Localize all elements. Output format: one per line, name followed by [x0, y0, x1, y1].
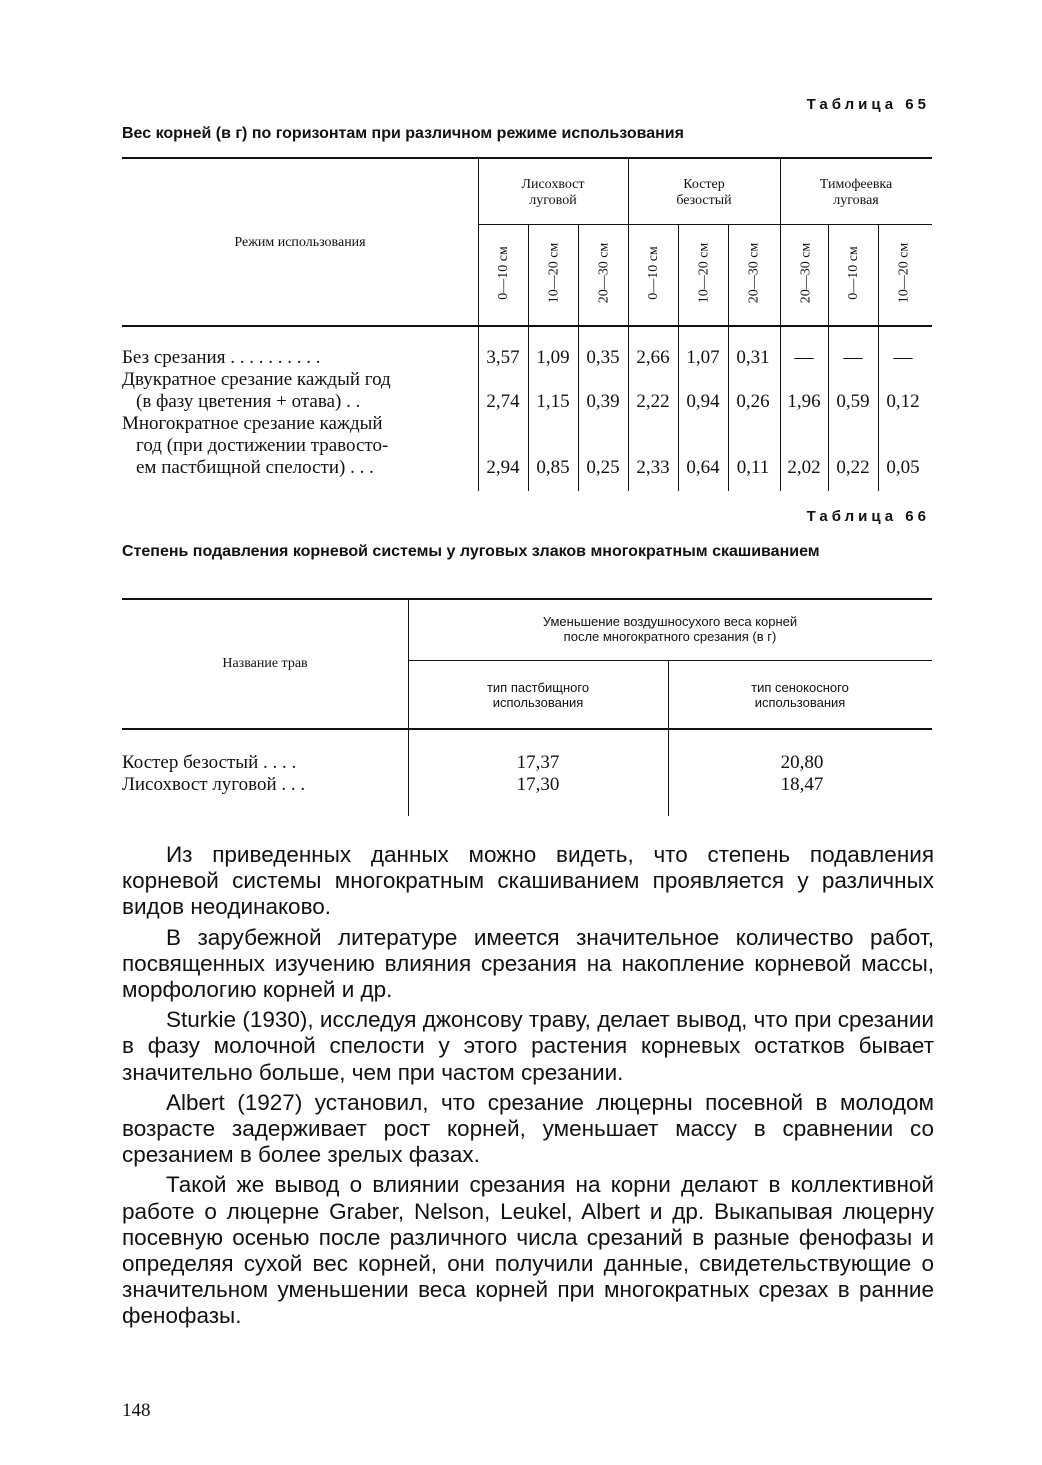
table-cell: 0,26: [736, 391, 770, 412]
col-header-pasture: тип пастбищного использования: [486, 680, 590, 710]
table-cell: 0,25: [586, 457, 620, 478]
paragraph: Sturkie (1930), исследуя джонсову траву, делает вывод, что при срезании в фазу молочной спелости у этого растения корневых остатков бывает значительно больше, чем при частом срезании.: [122, 1007, 934, 1085]
table-cell: 0,39: [586, 391, 620, 412]
table-cell: 17,37: [516, 752, 560, 773]
table-65: [122, 157, 932, 492]
table-cell: 1,07: [686, 347, 720, 368]
subheader-depth: 20—30 см: [798, 242, 814, 304]
table-cell: 1,15: [536, 391, 570, 412]
table-cell: —: [893, 347, 913, 368]
table-row-label: Без срезания . . . . . . . . . .: [122, 347, 321, 368]
group-header-timofeevka: Тимофеевка луговая: [819, 177, 893, 208]
name-header: Название трав: [222, 656, 308, 671]
table-cell: 20,80: [780, 752, 824, 773]
table-cell: 0,12: [886, 391, 920, 412]
paragraph: Такой же вывод о влиянии срезания на корни делают в коллективной работе о люцерне Graber, Nelson, Leukel, Albert и др. Выкапывая люцерну посевную осенью после различного числа срезаний в разные фенофазы и определяя сухой вес корней, они получили данные, свидетельствующие о значительном уменьшении веса корней при многократных срезах в ранние фенофазы.: [122, 1172, 934, 1329]
table-65-label: Таблица 65: [806, 96, 930, 113]
subheader-depth: 10—20 см: [696, 242, 712, 304]
subheader-depth: 20—30 см: [746, 242, 762, 304]
subheader-depth: 0—10 см: [846, 246, 862, 300]
table-cell: 0,85: [536, 457, 570, 478]
table-66: [122, 598, 932, 818]
table-cell: 1,96: [787, 391, 821, 412]
table-cell: 17,30: [516, 774, 560, 795]
table-cell: 0,05: [886, 457, 920, 478]
table-cell: —: [843, 347, 863, 368]
table-row-label: Многократное срезание каждый год (при достижении травосто- ем пастбищной спелости) . . .: [122, 413, 389, 478]
page-number: 148: [122, 1400, 151, 1421]
table-cell: 2,94: [486, 457, 520, 478]
table-row-label: Двукратное срезание каждый год (в фазу цветения + отава) . .: [122, 369, 391, 412]
table-cell: 0,64: [686, 457, 720, 478]
table-cell: 0,94: [686, 391, 720, 412]
table-cell: 18,47: [780, 774, 824, 795]
paragraph: Albert (1927) установил, что срезание люцерны посевной в молодом возрасте задерживает рост корней, уменьшает массу в сравнении со срезанием в более зрелых фазах.: [122, 1089, 934, 1168]
table-row-label: Костер безостый . . . .: [122, 752, 297, 773]
subheader-depth: 10—20 см: [546, 242, 562, 304]
group-header-koster: Костер безостый: [676, 177, 732, 208]
table-cell: 2,66: [636, 347, 670, 368]
table-cell: 2,02: [787, 457, 821, 478]
subheader-depth: 0—10 см: [646, 246, 662, 300]
table-cell: 2,22: [636, 391, 670, 412]
table-cell: 2,74: [486, 391, 520, 412]
table-66-title: Степень подавления корневой системы у луговых злаков многократным скашиванием: [122, 543, 820, 560]
table-cell: 0,59: [836, 391, 870, 412]
table-cell: 0,35: [586, 347, 620, 368]
table-65-title: Вес корней (в г) по горизонтам при различном режиме использования: [122, 125, 684, 142]
subheader-depth: 20—30 см: [596, 242, 612, 304]
table-cell: 0,11: [736, 457, 770, 478]
group-header: Уменьшение воздушносухого веса корней после многократного срезания (в г): [542, 614, 798, 644]
table-cell: 0,22: [836, 457, 870, 478]
paragraph: Из приведенных данных можно видеть, что степень подавления корневой системы многократным скашиванием проявляется у различных видов неодинаково.: [122, 842, 934, 920]
table-cell: 3,57: [486, 347, 520, 368]
group-header-lisohvost: Лисохвост луговой: [521, 177, 585, 208]
subheader-depth: 0—10 см: [496, 246, 512, 300]
subheader-depth: 10—20 см: [896, 242, 912, 304]
table-66-label: Таблица 66: [806, 508, 930, 525]
table-cell: 0,31: [736, 347, 770, 368]
table-cell: —: [794, 347, 814, 368]
table-cell: 1,09: [536, 347, 570, 368]
mode-header: Режим использования: [234, 235, 366, 250]
table-cell: 2,33: [636, 457, 670, 478]
body-text: [122, 842, 934, 1334]
paragraph: В зарубежной литературе имеется значительное количество работ, посвященных изучению влияния срезания на накопление корневой массы, морфологию корней и др.: [122, 924, 934, 1003]
col-header-hay: тип сенокосного использования: [751, 680, 849, 710]
table-row-label: Лисохвост луговой . . .: [122, 774, 306, 795]
